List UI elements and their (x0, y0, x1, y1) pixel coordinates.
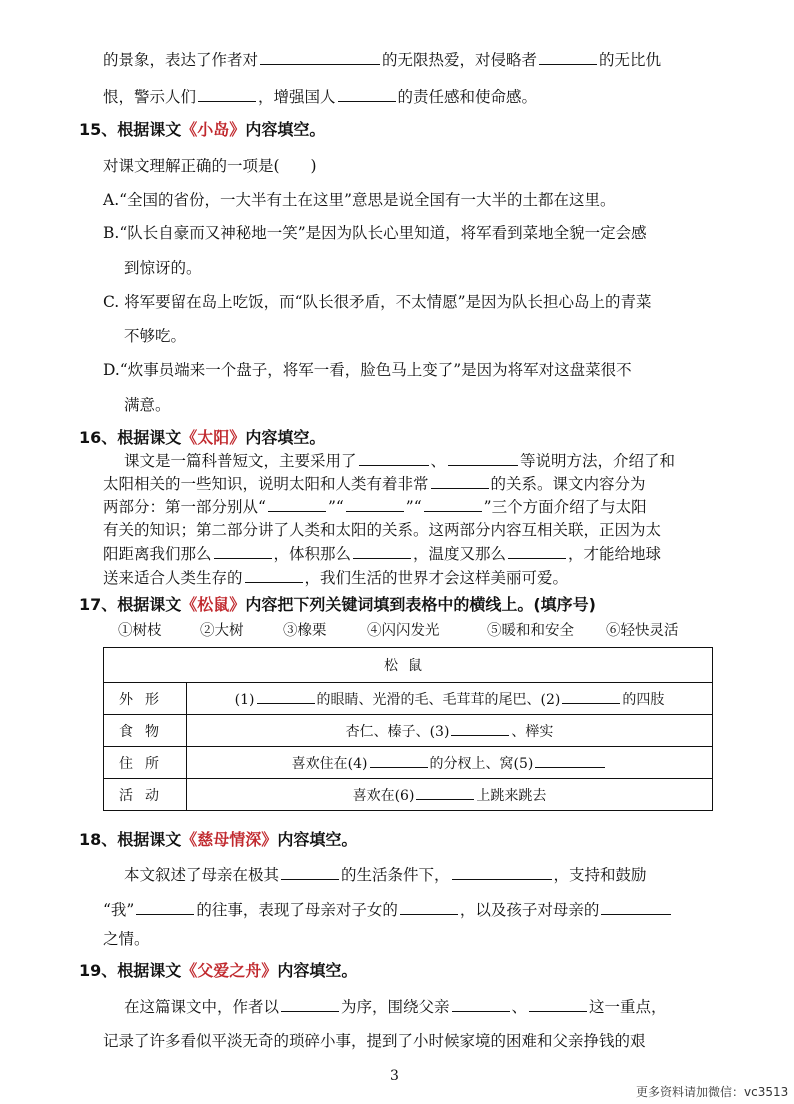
answer-blank[interactable] (198, 86, 256, 102)
answer-blank[interactable] (448, 450, 518, 466)
lesson-title: 《太阳》 (181, 428, 246, 447)
answer-blank[interactable] (281, 864, 339, 880)
question-16-line-2: 太阳相关的一些知识，说明太阳和人类有着非常 的关系。课文内容分为 (103, 475, 646, 493)
answer-blank[interactable] (260, 49, 380, 65)
question-16-line-1: 课文是一篇科普短文，主要采用了 、 等说明方法，介绍了和 (124, 452, 676, 470)
question-16-line-3: 两部分：第一部分别从“ ”“ ”“ ”三个方面介绍了与太阳 (103, 498, 647, 516)
lesson-title: 《慈母情深》 (181, 830, 278, 849)
option-c[interactable]: C. 将军要留在岛上吃饭，而“队长很矛盾，不太情愿”是因为队长担心岛上的青菜 (103, 293, 652, 311)
lesson-title: 《松鼠》 (181, 595, 246, 614)
keyword-option-4: ④闪闪发光 (367, 623, 440, 639)
keyword-option-5: ⑤暖和和安全 (487, 623, 574, 639)
row-label: 外形 (104, 683, 187, 715)
answer-blank[interactable] (424, 496, 482, 512)
lesson-title: 《小岛》 (181, 120, 246, 139)
answer-blank[interactable] (338, 86, 396, 102)
lesson-title: 《父爱之舟》 (181, 961, 278, 980)
row-label: 活动 (104, 779, 187, 811)
question-18-line-2: “我” 的往事，表现了母亲对子女的 ，以及孩子对母亲的 (103, 899, 673, 921)
option-d-cont: 满意。 (124, 396, 171, 414)
answer-blank[interactable] (452, 864, 552, 880)
keyword-option-6: ⑥轻快灵活 (606, 623, 679, 639)
row-content: 喜欢住在(4) 的分杈上、窝(5) (187, 747, 713, 779)
answer-blank[interactable] (431, 473, 489, 489)
question-16-line-5: 阳距离我们那么 ，体积那么 ，温度又那么 ，才能给地球 (103, 545, 662, 563)
keyword-option-3: ③橡栗 (283, 623, 327, 639)
answer-blank[interactable] (214, 543, 272, 559)
answer-blank[interactable] (400, 899, 458, 915)
answer-blank[interactable] (257, 688, 315, 704)
question-18-heading: 18、根据课文《慈母情深》内容填空。 (79, 830, 358, 849)
answer-blank[interactable] (281, 996, 339, 1012)
row-content: (1) 的眼睛、光滑的毛、毛茸茸的尾巴、(2) 的四肢 (187, 683, 713, 715)
option-d[interactable]: D.“炊事员端来一个盘子，将军一看，脸色马上变了”是因为将军对这盘菜很不 (103, 361, 632, 379)
question-17-heading: 17、根据课文《松鼠》内容把下列关键词填到表格中的横线上。(填序号) (79, 595, 596, 614)
answer-blank[interactable] (245, 567, 303, 583)
squirrel-table (103, 647, 713, 811)
keyword-option-2: ②大树 (200, 623, 244, 639)
option-c-cont: 不够吃。 (124, 327, 187, 345)
continuation-line-1: 的景象，表达了作者对 的无限热爱，对侵略者 的无比仇 (103, 51, 662, 69)
table-header: 松鼠 (104, 648, 713, 683)
table-header-row (104, 648, 713, 683)
question-15-heading: 15、根据课文《小岛》内容填空。 (79, 120, 326, 139)
answer-blank[interactable] (508, 543, 566, 559)
answer-blank[interactable] (370, 752, 428, 768)
keyword-option-1: ①树枝 (118, 623, 162, 639)
question-16-line-4: 有关的知识；第二部分讲了人类和太阳的关系。这两部分内容互相关联，正因为太 (103, 521, 662, 539)
option-b-cont: 到惊讶的。 (124, 259, 202, 277)
answer-blank[interactable] (452, 996, 510, 1012)
answer-blank[interactable] (136, 899, 194, 915)
question-19-heading: 19、根据课文《父爱之舟》内容填空。 (79, 961, 358, 980)
question-18-line-1: 本文叙述了母亲在极其 的生活条件下， ，支持和鼓励 (124, 866, 647, 884)
row-label: 住所 (104, 747, 187, 779)
row-label: 食物 (104, 715, 187, 747)
answer-blank[interactable] (539, 49, 597, 65)
option-b[interactable]: B.“队长自豪而又神秘地一笑”是因为队长心里知道，将军看到菜地全貌一定会感 (103, 224, 647, 242)
continuation-line-2: 恨，警示人们 ，增强国人 的责任感和使命感。 (103, 88, 538, 106)
question-19-line-1: 在这篇课文中，作者以 为序，围绕父亲 、 这一重点， (124, 998, 667, 1016)
answer-blank[interactable] (535, 752, 605, 768)
answer-blank[interactable] (562, 688, 620, 704)
table-row (104, 715, 713, 747)
answer-blank[interactable] (451, 720, 509, 736)
option-a[interactable]: A.“全国的省份，一大半有土在这里”意思是说全国有一大半的土都在这里。 (103, 191, 616, 209)
question-16-heading: 16、根据课文《太阳》内容填空。 (79, 428, 326, 447)
answer-blank[interactable] (601, 899, 671, 915)
row-content: 杏仁、榛子、(3) 、榉实 (187, 715, 713, 747)
footer-note: 更多资料请加微信：vc3513 (636, 1085, 789, 1099)
answer-blank[interactable] (416, 784, 474, 800)
answer-blank[interactable] (346, 496, 404, 512)
table-row (104, 747, 713, 779)
page-number: 3 (390, 1068, 399, 1084)
answer-blank[interactable] (268, 496, 326, 512)
answer-blank[interactable] (529, 996, 587, 1012)
question-16-line-6: 送来适合人类生存的 ，我们生活的世界才会这样美丽可爱。 (103, 569, 569, 587)
question-19-line-2: 记录了许多看似平淡无奇的琐碎小事，提到了小时候家境的困难和父亲挣钱的艰 (103, 1032, 646, 1050)
answer-blank[interactable] (359, 450, 429, 466)
question-18-line-3: 之情。 (103, 930, 150, 948)
table-row (104, 779, 713, 811)
row-content: 喜欢在(6) 上跳来跳去 (187, 779, 713, 811)
table-row (104, 683, 713, 715)
answer-blank[interactable] (353, 543, 411, 559)
question-15-stem: 对课文理解正确的一项是( ) (103, 157, 317, 175)
